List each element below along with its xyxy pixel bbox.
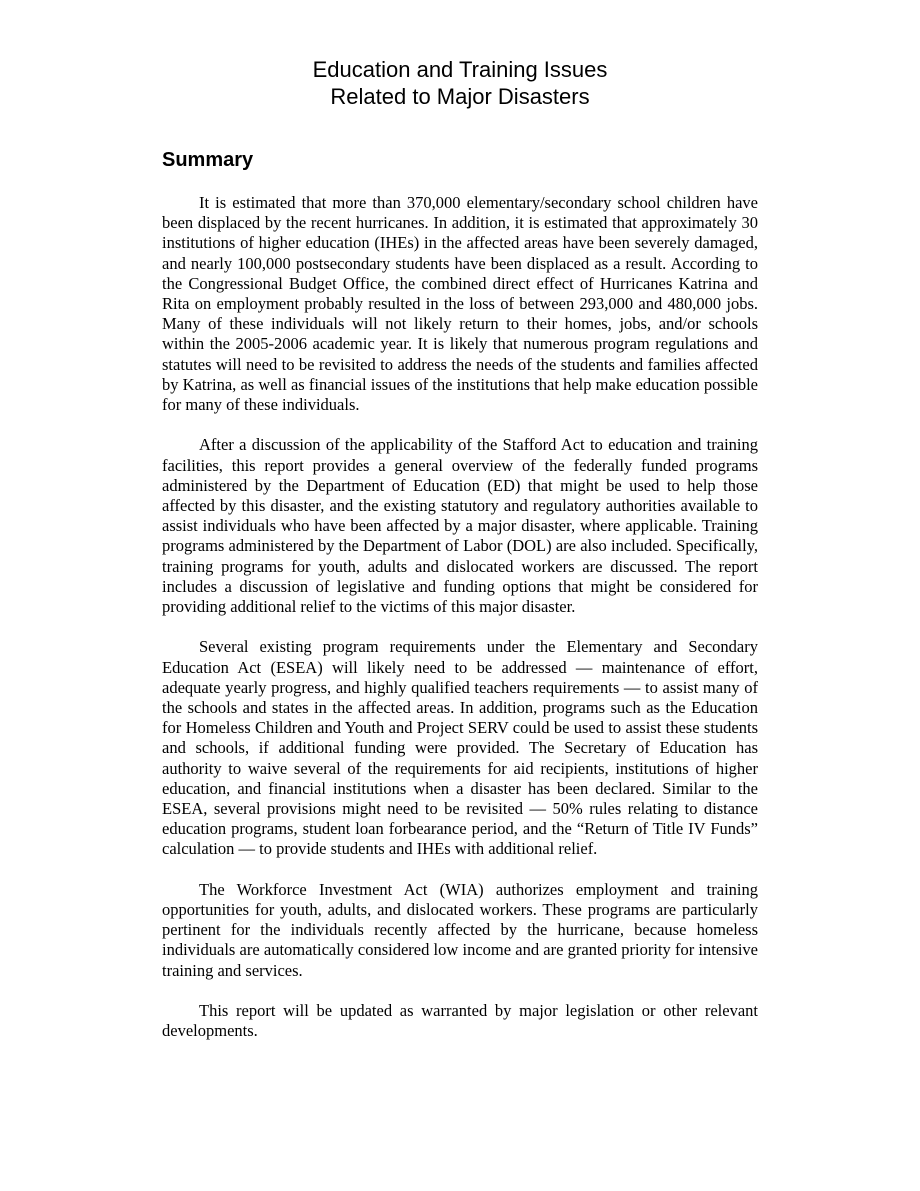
paragraph: This report will be updated as warranted by major legislation or other relevant developments. <box>162 1001 758 1041</box>
section-heading: Summary <box>162 149 254 171</box>
paragraph: After a discussion of the applicability of the Stafford Act to education and training facilities, this report provides a general overview of the federally funded programs administered by the Department of Education (ED) that might be used to help those affected by this disaster, and the existing statutory and regulatory authorities available to assist individuals who have been affected by a major disaster, where applicable. Training programs administered by the Department of Labor (DOL) are also included. Specifically, training programs for youth, adults and dislocated workers are discussed. The report includes a discussion of legislative and funding options that might be considered for providing additional relief to the victims of this major disaster. <box>162 435 758 617</box>
title-line-2: Related to Major Disasters <box>330 84 590 109</box>
paragraph: The Workforce Investment Act (WIA) authorizes employment and training opportunities for youth, adults, and dislocated workers. These programs are particularly pertinent for the individuals recently affected by the hurricane, because homeless individuals are automatically considered low income and are granted priority for intensive training and services. <box>162 879 758 980</box>
summary-body <box>162 193 758 1041</box>
paragraph: Several existing program requirements under the Elementary and Secondary Education Act (ESEA) will likely need to be addressed — maintenance of effort, adequate yearly progress, and highly qualified teachers requirements — to assist many of the schools and states in the affected areas. In addition, programs such as the Education for Homeless Children and Youth and Project SERV could be used to assist these students and schools, if additional funding were provided. The Secretary of Education has authority to waive several of the requirements for aid recipients, institutions of higher education, and financial institutions when a disaster has been declared. Similar to the ESEA, several provisions might need to be revisited — 50% rules relating to distance education programs, student loan forbearance period, and the “Return of Title IV Funds” calculation — to provide students and IHEs with additional relief. <box>162 637 758 859</box>
paragraph: It is estimated that more than 370,000 elementary/secondary school children have been displaced by the recent hurricanes. In addition, it is estimated that approximately 30 institutions of higher education (IHEs) in the affected areas have been severely damaged, and nearly 100,000 postsecondary students have been displaced as a result. According to the Congressional Budget Office, the combined direct effect of Hurricanes Katrina and Rita on employment probably resulted in the loss of between 293,000 and 480,000 jobs. Many of these individuals will not likely return to their homes, jobs, and/or schools within the 2005-2006 academic year. It is likely that numerous program regulations and statutes will need to be revisited to address the needs of the students and families affected by Katrina, as well as financial issues of the institutions that help make education possible for many of these individuals. <box>162 193 758 415</box>
title-line-1: Education and Training Issues <box>312 57 608 82</box>
document-title <box>0 56 920 110</box>
